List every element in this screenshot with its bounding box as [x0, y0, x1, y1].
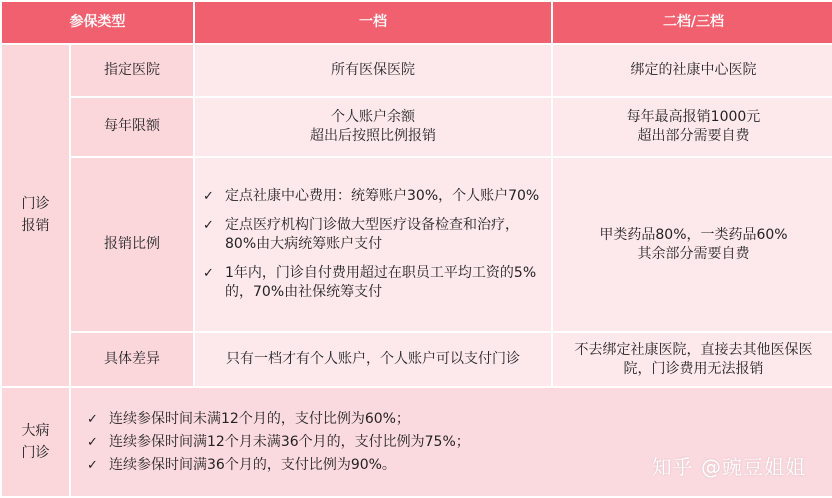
- group-serious-outpatient-label: 大病 门诊: [21, 423, 50, 462]
- watermark: 知乎 @豌豆姐姐: [651, 455, 806, 479]
- check-icon: ✓: [203, 266, 214, 282]
- check-icon: ✓: [203, 218, 214, 234]
- header-row: [2, 2, 832, 43]
- header-tier1: 一档: [195, 2, 551, 43]
- header-tier23: 二档/三档: [553, 2, 832, 43]
- group-outpatient: [2, 45, 69, 387]
- tier1-value: 所有医保医院: [195, 45, 551, 96]
- tier1-value: 个人账户余额 超出后按照比例报销: [195, 98, 551, 157]
- row-designated-hospital: [2, 45, 832, 96]
- row-reimbursement-ratio: [2, 158, 832, 331]
- row-label: 报销比例: [71, 158, 193, 331]
- group-serious-outpatient: [2, 388, 69, 496]
- tier1-bullets: [195, 158, 551, 331]
- list-item: ✓ 连续参保时间未满12个月的，支付比例为60%；: [87, 410, 410, 427]
- row-label: 每年限额: [71, 98, 193, 157]
- check-icon: ✓: [203, 189, 214, 205]
- tier23-value: 甲类药品80%，一类药品60% 其余部分需要自费: [553, 158, 832, 331]
- row-label: 指定医院: [71, 45, 193, 96]
- list-item: ✓ 连续参保时间满12个月未满36个月的，支付比例为75%；: [87, 433, 470, 450]
- list-item: ✓ 连续参保时间满36个月的，支付比例为90%。: [87, 456, 396, 473]
- list-item: ✓ 1年内，门诊自付费用超过在职员工平均工资的5%的，70%由社保统筹支付: [203, 265, 537, 301]
- check-icon: ✓: [87, 434, 98, 450]
- tier23-value: 绑定的社康中心医院: [553, 45, 832, 96]
- row-label: 具体差异: [71, 333, 193, 386]
- check-icon: ✓: [87, 457, 98, 473]
- row-specific-difference: [2, 333, 832, 386]
- tier23-value: 不去绑定社康医院，直接去其他医保医院，门诊费用无法报销: [553, 333, 832, 386]
- tier1-value: 只有一档才有个人账户，个人账户可以支付门诊: [195, 333, 551, 386]
- row-annual-limit: [2, 98, 832, 157]
- check-icon: ✓: [87, 411, 98, 427]
- group-outpatient-label: 门诊 报销: [21, 196, 50, 235]
- tier23-value: 每年最高报销1000元 超出部分需要自费: [553, 98, 832, 157]
- list-item: ✓ 定点医疗机构门诊做大型医疗设备检查和治疗，80%由大病统筹账户支付: [203, 217, 519, 253]
- header-type: 参保类型: [2, 2, 193, 43]
- list-item: ✓ 定点社康中心费用：统筹账户30%，个人账户70%: [203, 188, 540, 205]
